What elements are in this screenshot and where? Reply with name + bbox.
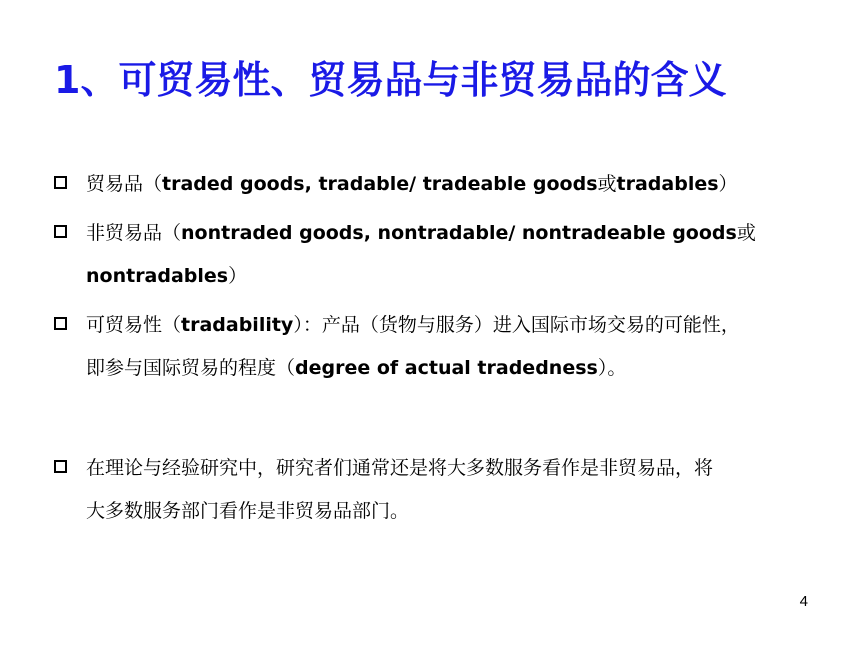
bullet-line xyxy=(86,304,814,347)
hollow-square-bullet-icon xyxy=(54,317,67,330)
text-run: ）：产品（货物与服务）进入国际市场交易的可能性， xyxy=(293,314,740,336)
bullet-text xyxy=(86,163,814,206)
text-run: ） xyxy=(718,173,738,195)
text-run-bold: traded goods, tradable/ tradeable goods xyxy=(162,173,598,195)
bullet-line xyxy=(86,447,814,490)
text-run-bold: tradability xyxy=(181,314,294,336)
text-run-bold: nontraded goods, nontradable/ nontradeable goods xyxy=(181,222,737,244)
page-number: 4 xyxy=(799,593,808,610)
slide-title: 1、可贸易性、贸易品与非贸易品的含义 xyxy=(54,58,727,102)
bullet-line xyxy=(86,490,814,533)
text-run: 可贸易性（ xyxy=(86,314,182,336)
text-run-bold: tradables xyxy=(616,173,719,195)
text-run-bold: degree of actual tradedness xyxy=(295,357,598,379)
bullet-text xyxy=(86,212,814,298)
text-run: 或 xyxy=(597,173,617,195)
text-run: ）。 xyxy=(597,357,627,379)
text-run: 贸易品（ xyxy=(86,173,163,195)
bullet-item-traded-goods xyxy=(54,163,814,206)
text-run: 或 xyxy=(736,222,756,244)
bullet-line xyxy=(86,255,814,298)
text-run: 即参与国际贸易的程度（ xyxy=(86,357,296,379)
text-run: ） xyxy=(228,265,248,287)
bullet-line xyxy=(86,212,814,255)
bullet-text xyxy=(86,447,814,533)
bullet-item-tradability xyxy=(54,304,814,390)
bullet-line xyxy=(86,163,814,206)
text-run: 在理论与经验研究中，研究者们通常还是将大多数服务看作是非贸易品，将 xyxy=(86,457,714,479)
hollow-square-bullet-icon xyxy=(54,225,67,238)
text-run-bold: nontradables xyxy=(86,265,229,287)
text-run: 大多数服务部门看作是非贸易品部门。 xyxy=(86,500,410,522)
hollow-square-bullet-icon xyxy=(54,460,67,473)
text-run: 非贸易品（ xyxy=(86,222,182,244)
bullet-line xyxy=(86,347,814,390)
bullet-text xyxy=(86,304,814,390)
hollow-square-bullet-icon xyxy=(54,176,67,189)
bullet-item-services-as-nontradables xyxy=(54,447,814,533)
bullet-item-nontraded-goods xyxy=(54,212,814,298)
